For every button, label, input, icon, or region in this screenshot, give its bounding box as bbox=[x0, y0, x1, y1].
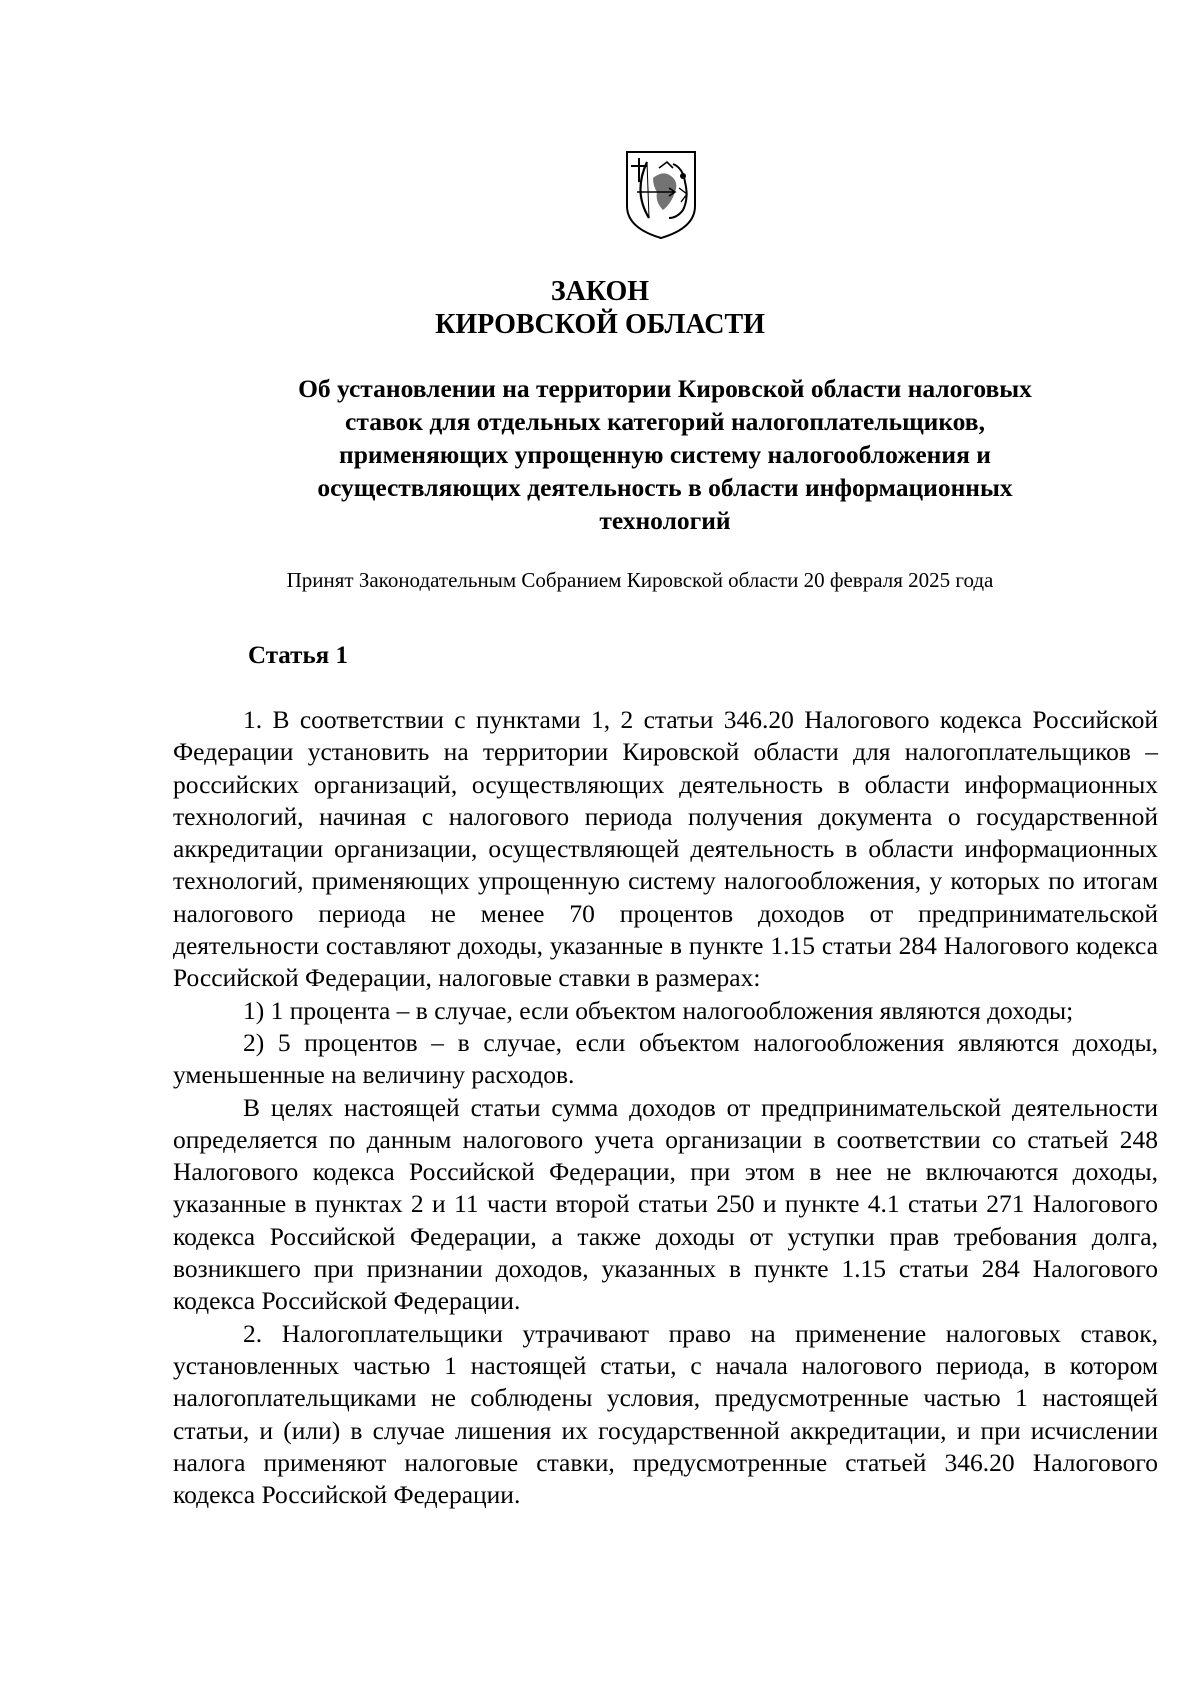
paragraph: 1. В соответствии с пунктами 1, 2 статьи 346.20 Налогового кодекса Российской Федерации установить на территории Кировской области для налогоплательщиков – российских организаций, осуществляющих деятельность в области информационных технологий, начиная с налогового периода получения документа о государственной аккредитации организации, осуществляющей деятельность в области информационных технологий, применяющих упрощенную систему налогообложения, у которых по итогам налогового периода не менее 70 процентов доходов от предпринимательской деятельности составляют доходы, указанные в пункте 1.15 статьи 284 Налогового кодекса Российской Федерации, налоговые ставки в размерах: bbox=[173, 705, 1158, 993]
article-body bbox=[173, 704, 1158, 1511]
adoption-statement: Принят Законодательным Собранием Кировской области 20 февраля 2025 года bbox=[286, 568, 994, 592]
paragraph: В целях настоящей статьи сумма доходов от предпринимательской деятельности определяется по данным налогового учета организации в соответствии со статьей 248 Налогового кодекса Российской Федерации, при этом в нее не включаются доходы, указанные в пунктах 2 и 11 части второй статьи 250 и пункте 4.1 статьи 271 Налогового кодекса Российской Федерации, а также доходы от уступки прав требования долга, возникшего при признании доходов, указанных в пункте 1.15 статьи 284 Налогового кодекса Российской Федерации. bbox=[173, 1092, 1158, 1316]
title-line: осуществляющих деятельность в области информационных bbox=[317, 473, 1013, 502]
paragraph: 2. Налогоплательщики утрачивают право на применение налоговых ставок, установленных частью 1 настоящей статьи, с начала налогового периода, в котором налогоплательщиками не соблюдены условия, предусмотренные частью 1 настоящей статьи, и (или) в случае лишения их государственной аккредитации, и при исчислении налога применяют налоговые ставки, предусмотренные статьей 346.20 Налогового кодекса Российской Федерации. bbox=[173, 1318, 1158, 1510]
law-region: КИРОВСКОЙ ОБЛАСТИ bbox=[435, 309, 765, 340]
article-heading: Статья 1 bbox=[248, 642, 348, 669]
title-line: Об установлении на территории Кировской области налоговых bbox=[298, 374, 1032, 403]
coat-of-arms-icon bbox=[623, 148, 699, 240]
paragraph: 1) 1 процента – в случае, если объектом налогообложения являются доходы; bbox=[243, 995, 1074, 1025]
law-heading: ЗАКОН bbox=[550, 276, 650, 307]
title-line: технологий bbox=[599, 506, 731, 535]
law-title bbox=[250, 372, 1080, 537]
title-line: применяющих упрощенную систему налогообложения и bbox=[339, 440, 991, 469]
paragraph: 2) 5 процентов – в случае, если объектом налогообложения являются доходы, уменьшенные на величину расходов. bbox=[173, 1027, 1158, 1090]
title-line: ставок для отдельных категорий налогоплательщиков, bbox=[345, 407, 985, 436]
